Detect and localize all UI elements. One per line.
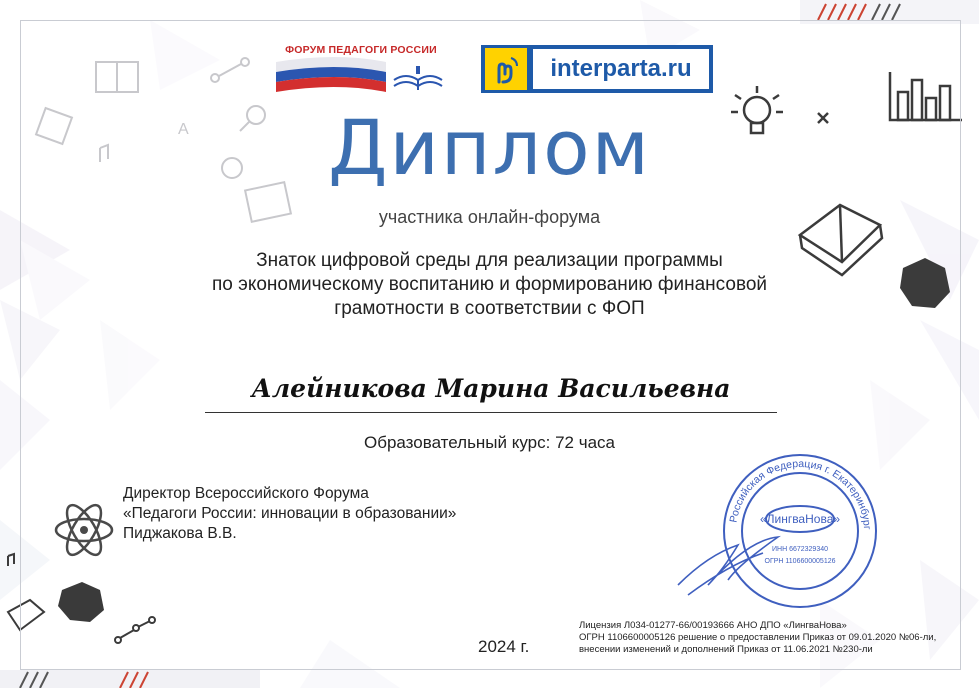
award-text [150, 249, 829, 321]
forum-logo-title: ФОРУМ ПЕДАГОГИ РОССИИ [285, 44, 437, 56]
stamp-center-text: «ЛингваНова» [759, 512, 841, 526]
recipient-name: Алейникова Марина Васильевна [251, 374, 731, 403]
interparta-logo-text: interparta.ru [533, 49, 709, 89]
director-line: Директор Всероссийского Форума [123, 485, 369, 502]
stamp-inn: ИНН 6672329340 [771, 546, 829, 553]
interparta-logo [481, 45, 713, 93]
signature-scribble [678, 537, 778, 595]
name-underline [205, 412, 777, 413]
stamp-ring-text: Российская Федерация г. Екатеринбург [727, 457, 874, 531]
license-line: ОГРН 1106600005126 решение о предоставлении Приказ от 09.01.2020 №06-ли, [579, 632, 937, 643]
official-stamp [668, 445, 888, 615]
hand-icon [485, 48, 527, 90]
award-line: по экономическому воспитанию и формированию финансовой [212, 274, 767, 295]
diploma-subtitle: участника онлайн-форума [378, 207, 601, 227]
forum-logo [276, 44, 446, 96]
license-line: Лицензия Л034-01277-66/00193666 АНО ДПО «ЛингваНова» [579, 620, 847, 631]
award-line: грамотности в соответствии с ФОП [334, 298, 645, 319]
stamp-ogrn: ОГРН 1106600005126 [764, 558, 836, 565]
director-line: «Педагоги России: инновации в образовании» [123, 505, 457, 522]
license-info [579, 620, 936, 656]
diploma-year: 2024 г. [478, 637, 530, 656]
svg-text:A: A [178, 121, 189, 138]
forum-logo-flag [276, 44, 446, 96]
diploma-title: Диплом [328, 103, 651, 192]
open-book-icon [394, 76, 442, 90]
director-line: Пиджакова В.В. [123, 525, 237, 542]
director-signature-block [123, 484, 456, 544]
license-line: внесении изменений и дополнений Приказ от 11.06.2021 №230-ли [579, 644, 873, 655]
award-line: Знаток цифровой среды для реализации программы [256, 250, 723, 271]
course-info: Образовательный курс: 72 часа [364, 433, 615, 452]
